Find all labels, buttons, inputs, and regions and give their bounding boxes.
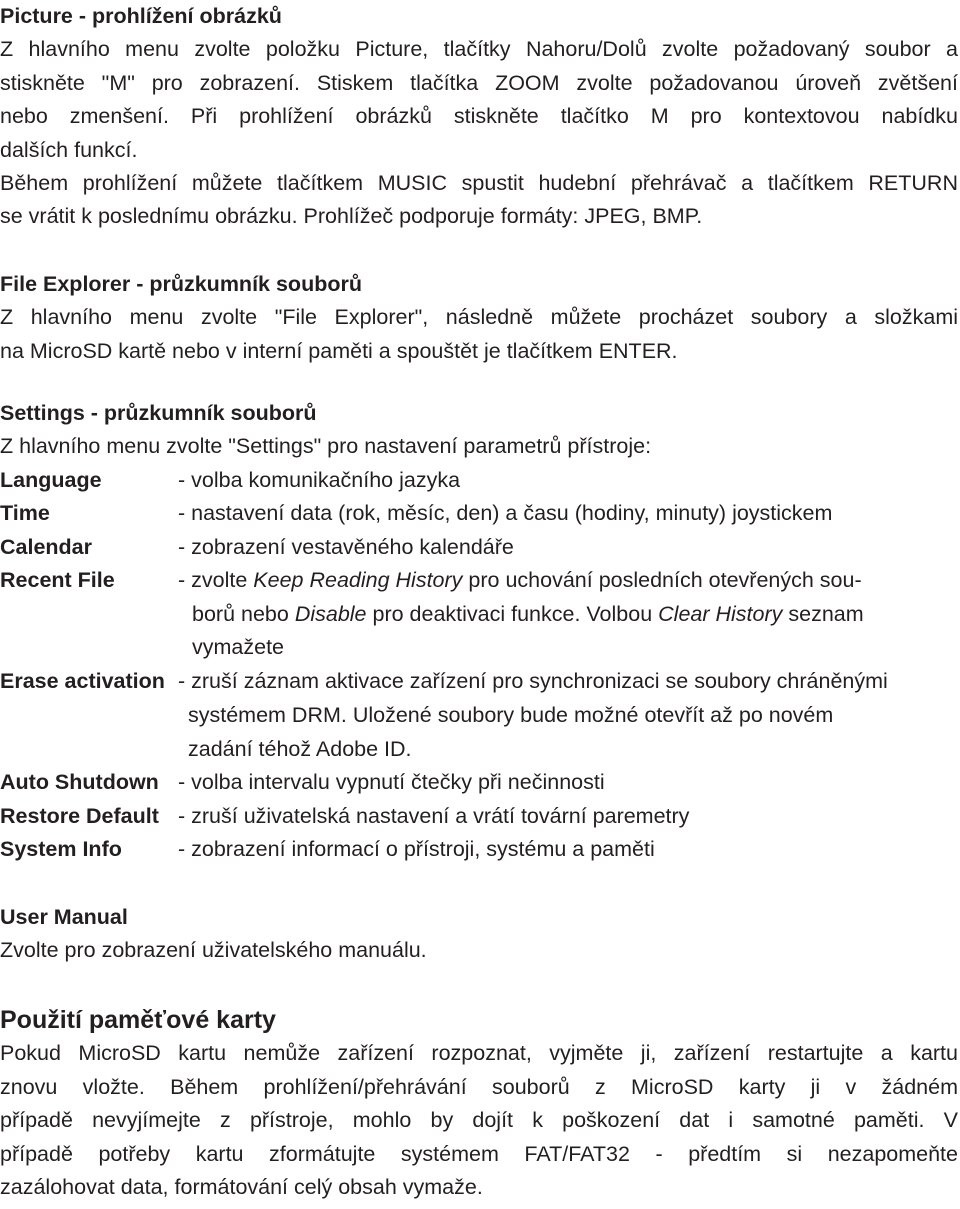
settings-term: Language [0,468,102,492]
settings-desc-part: seznam [782,602,864,626]
settings-desc-continuation: vymažete [192,635,285,659]
settings-term: Erase activation [0,669,165,693]
user-manual-heading: User Manual [0,905,128,929]
picture-line: nebo zmenšení. Při prohlížení obrázků stiskněte tlačítko M pro kontextovou nabídku [0,104,958,129]
settings-desc: - zruší záznam aktivace zařízení pro synchronizaci se soubory chráněnými [178,669,888,693]
picture-line: dalších funkcí. [0,137,138,162]
settings-item-language [0,464,958,497]
user-manual-line: Zvolte pro zobrazení uživatelského manuálu. [0,938,427,963]
settings-item-time [0,497,958,530]
settings-item-auto-shutdown [0,766,958,799]
file-explorer-section [0,268,958,368]
picture-line: Z hlavního menu zvolte položku Picture, tlačítky Nahoru/Dolů zvolte požadovaný soubor a [0,37,958,62]
settings-item-system-info [0,833,958,866]
settings-desc: - zruší uživatelská nastavení a vrátí tovární paremetry [178,804,690,828]
memory-card-section [0,1004,958,1204]
settings-term: System Info [0,837,122,861]
settings-term: Calendar [0,535,93,559]
settings-desc-italic: Clear History [658,602,783,626]
settings-section [0,397,958,464]
settings-item-calendar [0,531,958,564]
memory-card-heading: Použití paměťové karty [0,1006,276,1034]
memory-card-line: Pokud MicroSD kartu nemůže zařízení rozpoznat, vyjměte ji, zařízení restartujte a kartu [0,1041,958,1066]
memory-card-line: znovu vložte. Během prohlížení/přehrávání souborů z MicroSD karty ji v žádném [0,1074,958,1099]
file-explorer-heading: File Explorer - průzkumník souborů [0,272,362,296]
settings-term: Recent File [0,568,115,592]
settings-desc: - zobrazení vestavěného kalendáře [178,535,514,559]
settings-desc: - zobrazení informací o přístroji, systému a paměti [178,837,655,861]
settings-desc: - volba komunikačního jazyka [178,468,461,492]
settings-desc-part: pro uchování posledních otevřených sou- [462,568,862,592]
file-explorer-line: na MicroSD kartě nebo v interní paměti a spouštět je tlačítkem ENTER. [0,338,678,363]
settings-desc-italic: Disable [294,602,367,626]
memory-card-line: případě potřeby kartu zformátujte systémem FAT/FAT32 - předtím si nezapomeňte [0,1141,958,1166]
settings-item-recent-file [0,564,958,597]
picture-line: Během prohlížení můžete tlačítkem MUSIC spustit hudební přehrávač a tlačítkem RETURN [0,170,958,195]
settings-term: Restore Default [0,804,159,828]
settings-item-restore-default [0,800,958,833]
settings-desc-part: borů nebo [192,602,295,626]
picture-line: se vrátit k poslednímu obrázku. Prohlížeč podporuje formáty: JPEG, BMP. [0,204,703,229]
settings-desc-part: - zvolte [178,568,254,592]
memory-card-line: zazálohovat data, formátování celý obsah vymaže. [0,1174,483,1199]
settings-desc: - nastavení data (rok, měsíc, den) a času (hodiny, minuty) joystickem [178,501,833,525]
picture-section [0,0,958,234]
settings-term: Time [0,501,50,525]
settings-desc-continuation: zadání téhož Adobe ID. [188,737,412,761]
settings-desc-part: pro deaktivaci funkce. Volbou [366,602,659,626]
settings-desc-continuation: systémem DRM. Uložené soubory bude možné otevřít až po novém [188,703,834,727]
settings-term: Auto Shutdown [0,770,159,794]
memory-card-line: případě nevyjímejte z přístroje, mohlo by dojít k poškození dat i samotné paměti. V [0,1108,958,1133]
settings-desc [178,564,958,597]
settings-desc-italic: Keep Reading History [253,568,463,592]
picture-line: stiskněte "M" pro zobrazení. Stiskem tlačítka ZOOM zvolte požadovanou úroveň zvětšení [0,70,958,95]
settings-heading: Settings - průzkumník souborů [0,401,317,425]
picture-heading: Picture - prohlížení obrázků [0,4,282,28]
settings-intro: Z hlavního menu zvolte "Settings" pro nastavení parametrů přístroje: [0,434,652,459]
settings-desc: - volba intervalu vypnutí čtečky při nečinnosti [178,770,605,794]
user-manual-section [0,901,958,968]
settings-item-erase-activation [0,665,958,698]
file-explorer-line: Z hlavního menu zvolte "File Explorer", následně můžete procházet soubory a složkami [0,305,958,330]
settings-desc-continuation [192,598,864,631]
